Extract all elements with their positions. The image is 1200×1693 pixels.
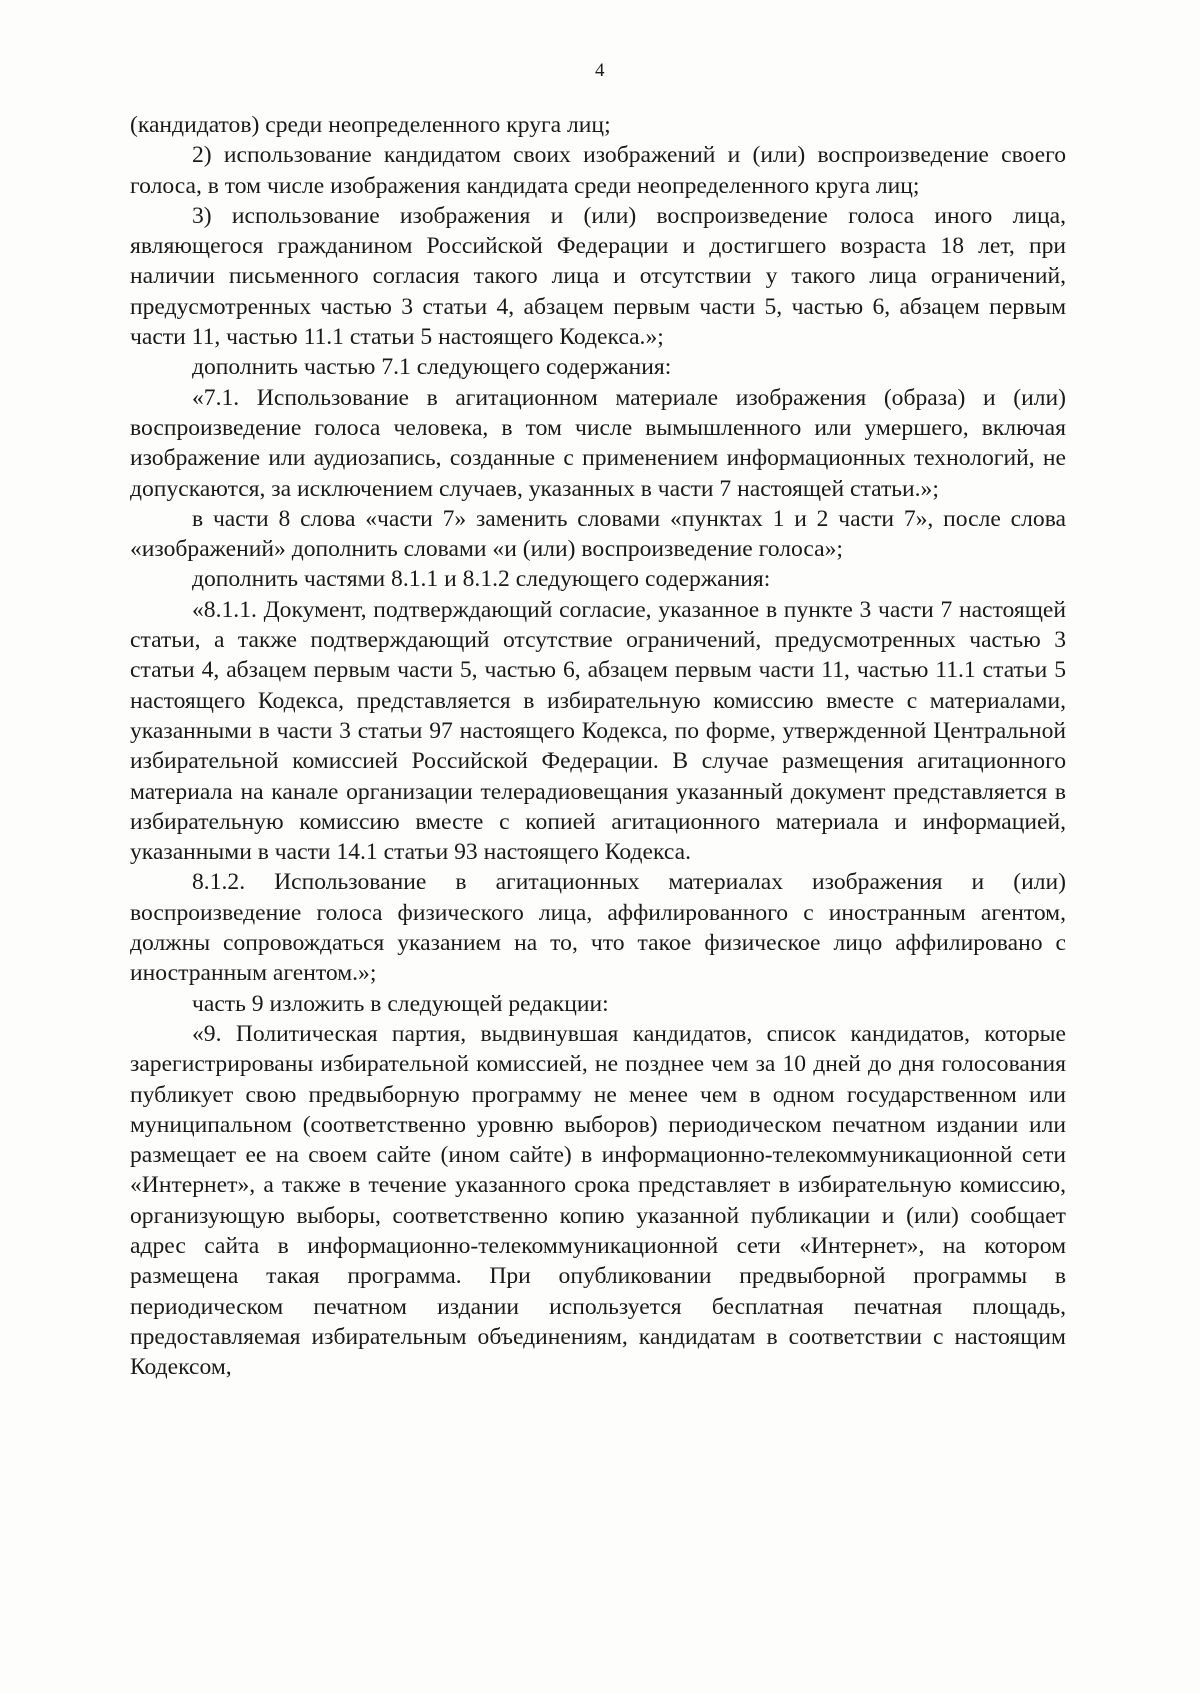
- paragraph-part-8-1-2: 8.1.2. Использование в агитационных материалах изображения и (или) воспроизведение голоса физического лица, аффилированного с иностранным агентом, должны сопровождаться указанием на то, что такое физическое лицо аффилировано с иностранным агентом.»;: [130, 869, 1066, 987]
- paragraph-item-3: 3) использование изображения и (или) воспроизведение голоса иного лица, являющегося гражданином Российской Федерации и достигшего возраста 18 лет, при наличии письменного согласия такого лица и отсутствии у такого лица ограничений, предусмотренных частью 3 статьи 4, абзацем первым части 5, частью 6, абзацем первым части 11, частью 11.1 статьи 5 настоящего Кодекса.»;: [130, 202, 1066, 351]
- paragraph-add-part-7-1: дополнить частью 7.1 следующего содержания:: [192, 354, 672, 381]
- paragraph-part-8-amendment: в части 8 слова «части 7» заменить словами «пунктах 1 и 2 части 7», после слова «изображений» дополнить словами «и (или) воспроизведение голоса»;: [130, 505, 1066, 563]
- paragraph-add-parts-8-1: дополнить частями 8.1.1 и 8.1.2 следующего содержания:: [192, 566, 771, 593]
- paragraph-part-9: «9. Политическая партия, выдвинувшая кандидатов, список кандидатов, которые зарегистрированы избирательной комиссией, не позднее чем за 10 дней до дня голосования публикует свою предвыборную программу не менее чем в одном государственном или муниципальном (соответственно уровню выборов) периодическом печатном издании или размещает ее на своем сайте (ином сайте) в информационно-телекоммуникационной сети «Интернет», а также в течение указанного срока представляет в избирательную комиссию, организующую выборы, соответственно копию указанной публикации и (или) сообщает адрес сайта в информационно-телекоммуникационной сети «Интернет», на котором размещена такая программа. При опубликовании предвыборной программы в периодическом печатном издании используется бесплатная печатная площадь, предоставляемая избирательным объединениям, кандидатам в соответствии с настоящим Кодексом,: [130, 1020, 1066, 1381]
- paragraph-continuation: (кандидатов) среди неопределенного круга лиц;: [130, 112, 611, 138]
- paragraph-part-8-1-1: «8.1.1. Документ, подтверждающий согласие, указанное в пункте 3 части 7 настоящей статьи, а также подтверждающий отсутствие ограничений, предусмотренных частью 3 статьи 4, абзацем первым части 5, частью 6, абзацем первым части 11, частью 11.1 статьи 5 настоящего Кодекса, представляется в избирательную комиссию вместе с материалами, указанными в части 3 статьи 97 настоящего Кодекса, по форме, утвержденной Центральной избирательной комиссией Российской Федерации. В случае размещения агитационного материала на канале организации телерадиовещания указанный документ представляется в избирательную комиссию вместе с копией агитационного материала и информацией, указанными в части 14.1 статьи 93 настоящего Кодекса.: [130, 596, 1066, 866]
- paragraph-part-9-intro: часть 9 изложить в следующей редакции:: [192, 990, 609, 1017]
- paragraph-part-7-1: «7.1. Использование в агитационном материале изображения (образа) и (или) воспроизведение голоса человека, в том числе вымышленного или умершего, включая изображение или аудиозапись, созданные с применением информационных технологий, не допускаются, за исключением случаев, указанных в части 7 настоящей статьи.»;: [130, 384, 1066, 502]
- document-body: [130, 110, 1066, 1382]
- page-number: 4: [595, 60, 605, 81]
- paragraph-item-2: 2) использование кандидатом своих изображений и (или) воспроизведение своего голоса, в том числе изображения кандидата среди неопределенного круга лиц;: [130, 142, 1066, 199]
